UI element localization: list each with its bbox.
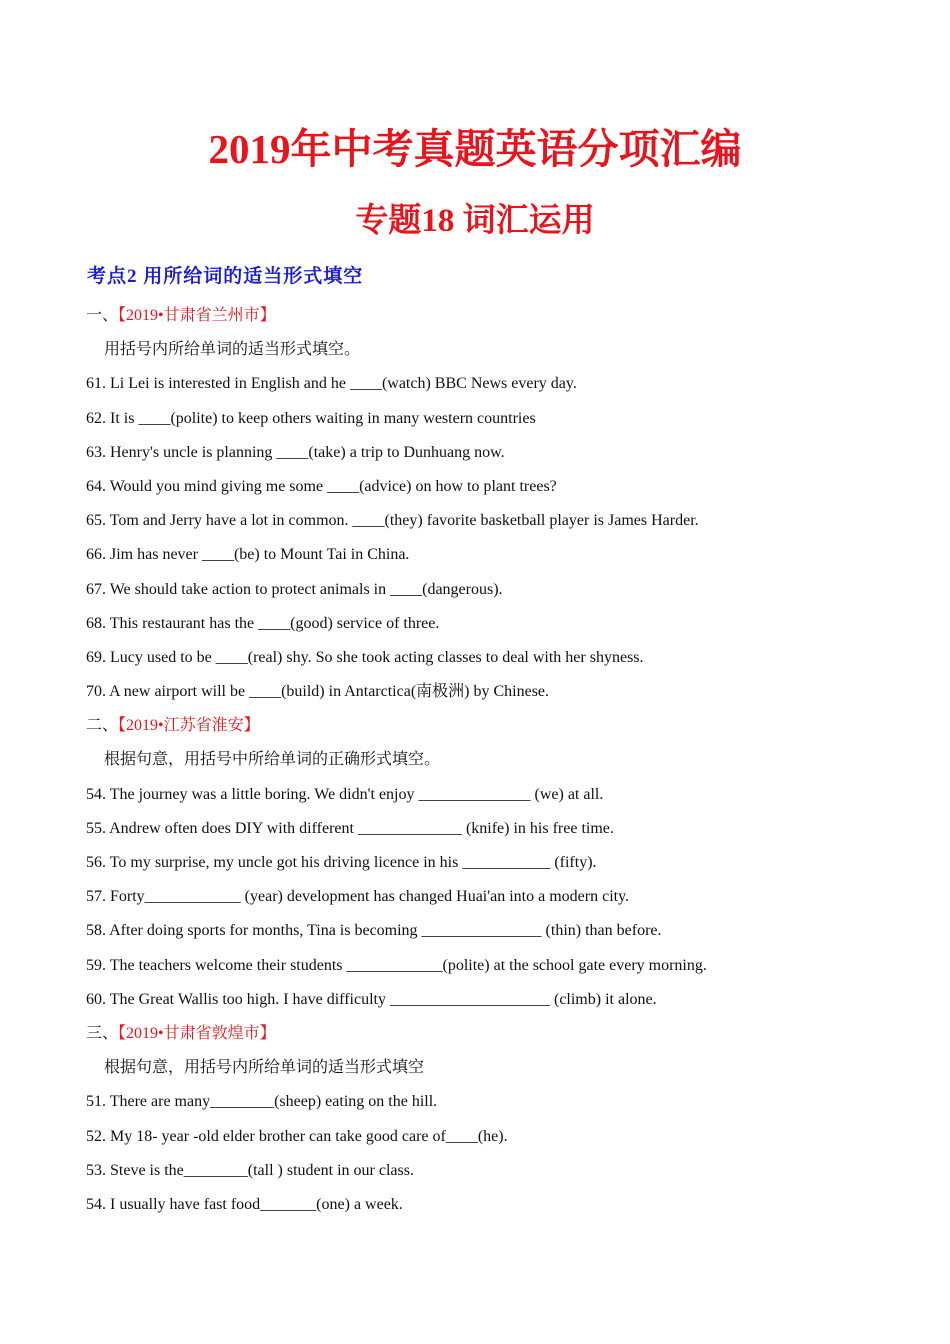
section-header — [86, 709, 916, 743]
question-item: 60. The Great Wallis too high. I have difficulty ____________________ (climb) it alone. — [86, 990, 657, 1008]
section-instruction: 根据句意，用括号中所给单词的正确形式填空。 — [104, 751, 441, 769]
exercise-body — [86, 299, 916, 1222]
section-source: 【2019•甘肃省兰州市】 — [118, 307, 276, 324]
section-source: 【2019•甘肃省敦煌市】 — [118, 1024, 276, 1042]
section-header — [86, 1017, 916, 1051]
topic-heading: 考点2 用所给词的适当形式填空 — [87, 266, 364, 287]
question-item: 62. It is ____(polite) to keep others waiting in many western countries — [86, 409, 536, 427]
question-item: 58. After doing sports for months, Tina is becoming _______________ (thin) than before. — [86, 922, 662, 940]
section-number: 二、 — [86, 717, 119, 735]
page-subtitle: 专题18 词汇运用 — [355, 203, 595, 239]
question-item: 53. Steve is the________(tall ) student in our class. — [86, 1161, 414, 1179]
section-instruction: 用括号内所给单词的适当形式填空。 — [104, 341, 361, 359]
question-item: 65. Tom and Jerry have a lot in common. ____(they) favorite basketball player is James Harder. — [86, 512, 699, 530]
section-source: 【2019•江苏省淮安】 — [118, 717, 260, 735]
question-item: 59. The teachers welcome their students ____________(polite) at the school gate every morning. — [86, 956, 707, 974]
question-item: 57. Forty____________ (year) development has changed Huai'an into a modern city. — [86, 888, 630, 906]
question-item: 66. Jim has never ____(be) to Mount Tai in China. — [86, 546, 410, 564]
question-item: 52. My 18- year -old elder brother can take good care of____(he). — [86, 1127, 508, 1145]
question-item: 51. There are many________(sheep) eating on the hill. — [86, 1093, 438, 1111]
section-instruction: 根据句意，用括号内所给单词的适当形式填空 — [104, 1059, 425, 1077]
question-item: 68. This restaurant has the ____(good) service of three. — [86, 614, 440, 632]
question-item: 70. A new airport will be ____(build) in Antarctica(南极洲) by Chinese. — [86, 683, 550, 701]
question-item: 67. We should take action to protect animals in ____(dangerous). — [86, 580, 503, 598]
section-number: 三、 — [86, 1024, 119, 1042]
question-item: 61. Li Lei is interested in English and he ____(watch) BBC News every day. — [86, 375, 577, 393]
question-item: 54. The journey was a little boring. We didn't enjoy ______________ (we) at all. — [86, 785, 604, 803]
question-item: 64. Would you mind giving me some ____(advice) on how to plant trees? — [86, 477, 557, 495]
question-item: 63. Henry's uncle is planning ____(take) a trip to Dunhuang now. — [86, 443, 505, 461]
question-item: 56. To my surprise, my uncle got his driving licence in his ___________ (fifty). — [86, 854, 597, 871]
question-item: 69. Lucy used to be ____(real) shy. So she took acting classes to deal with her shyness. — [86, 648, 644, 666]
question-item: 55. Andrew often does DIY with different _____________ (knife) in his free time. — [86, 819, 614, 837]
page-title: 2019年中考真题英语分项汇编 — [208, 126, 742, 172]
section-header — [86, 299, 916, 333]
question-item: 54. I usually have fast food_______(one) a week. — [86, 1195, 403, 1213]
section-number: 一、 — [86, 307, 119, 324]
